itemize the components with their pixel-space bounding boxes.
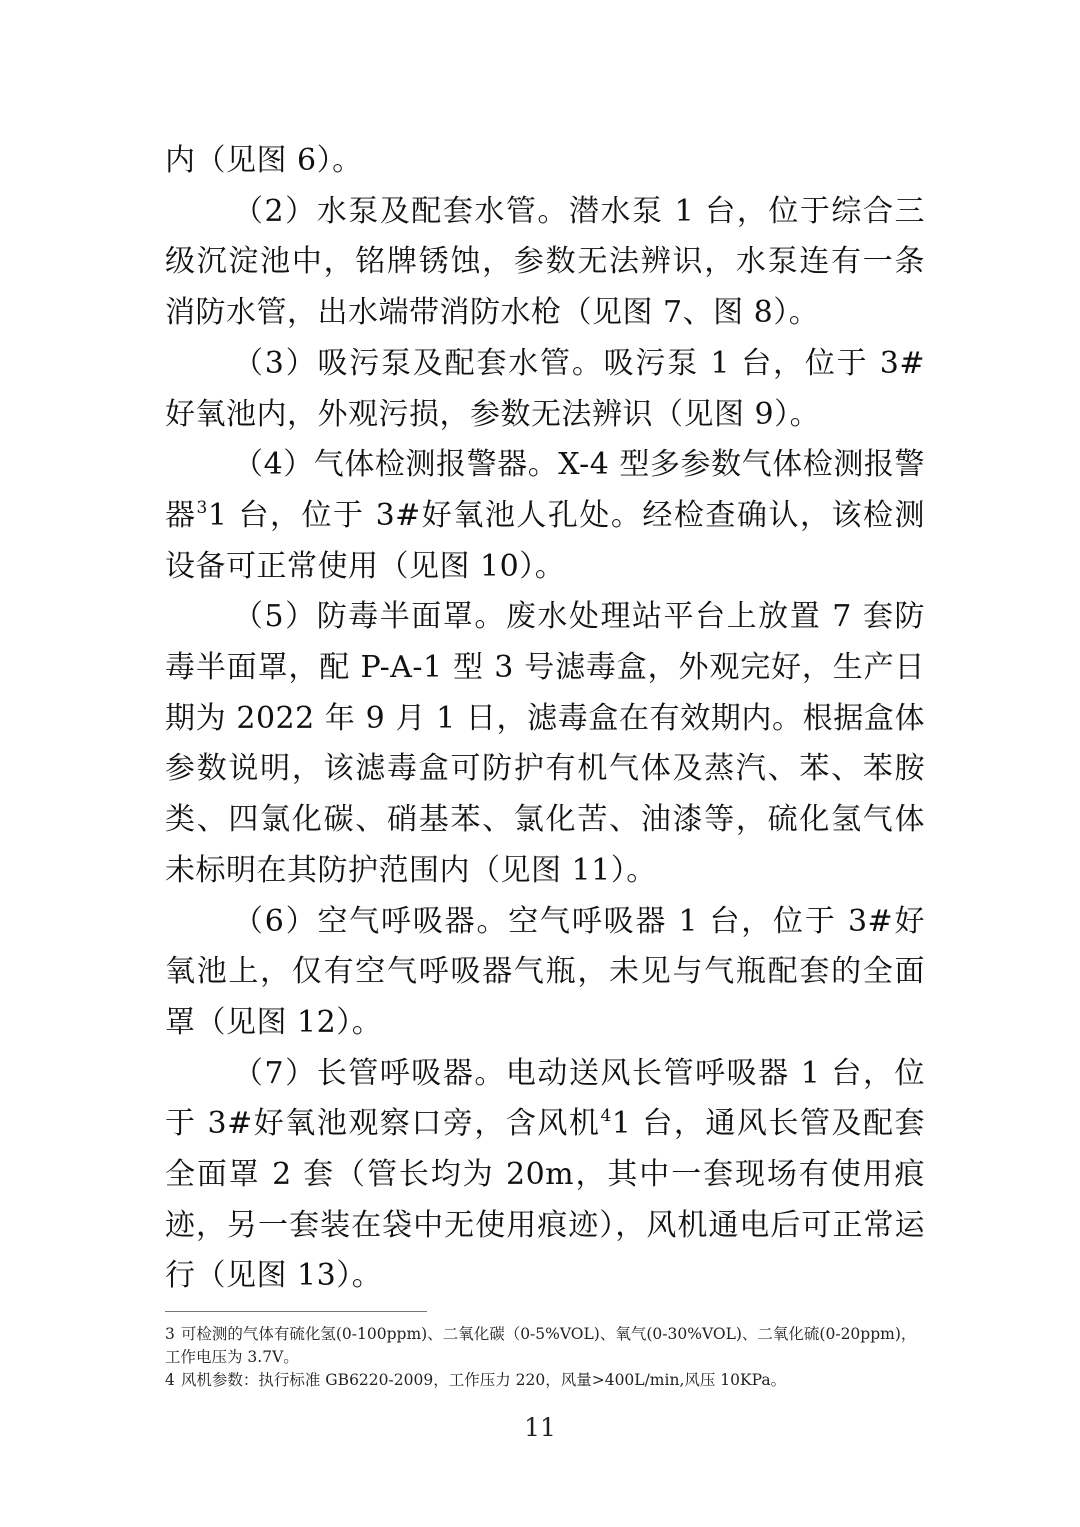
footnote-3 — [165, 1323, 925, 1369]
footnote-number: 4 — [165, 1371, 175, 1389]
footnote-ref-4: 4 — [600, 1106, 612, 1127]
paragraph-continuation — [165, 136, 925, 187]
paragraph-air-respirator — [165, 897, 925, 1049]
paragraph-text: （7）长管呼吸器。电动送风长管呼吸器 1 台，位于 3#好氧池观察口旁，含风机 — [165, 1055, 925, 1142]
paragraph-text: （4）气体检测报警器。X-4 型多参数气体检测报警器 — [165, 447, 925, 533]
body-text — [165, 136, 925, 1302]
paragraph-text: 内（见图 6）。 — [165, 143, 363, 178]
paragraph-text: （3）吸污泵及配套水管。吸污泵 1 台，位于 3#好氧池内，外观污损，参数无法辨识（见图 9）。 — [165, 345, 925, 432]
paragraph-sewage-pump — [165, 339, 925, 440]
paragraph-text: （2）水泵及配套水管。潜水泵 1 台，位于综合三级沉淀池中，铭牌锈蚀，参数无法辨识，水泵连有一条消防水管，出水端带消防水枪（见图 7、图 8）。 — [165, 193, 925, 331]
paragraph-gas-detector — [165, 440, 925, 592]
paragraph-text: （5）防毒半面罩。废水处理站平台上放置 7 套防毒半面罩，配 P-A-1 型 3 号滤毒盒，外观完好，生产日期为 2022 年 9 月 1 日，滤毒盒在有效期内。根据盒体参数说明，该滤毒盒可防护有机气体及蒸汽、苯、苯胺类、四氯化碳、硝基苯、氯化苦、油漆等，硫化氢气体未标明在其防护范围内（见图 11）。 — [165, 599, 925, 888]
footnotes — [165, 1323, 925, 1392]
footnote-number: 3 — [165, 1325, 175, 1343]
paragraph-text: 1 台，位于 3#好氧池人孔处。经检查确认，该检测设备可正常使用（见图 10）。 — [165, 497, 925, 584]
paragraph-water-pump — [165, 187, 925, 339]
paragraph-half-mask — [165, 592, 925, 896]
paragraph-text: 1 台，通风长管及配套全面罩 2 套（管长均为 20m，其中一套现场有使用痕迹，另一套装在袋中无使用痕迹），风机通电后可正常运行（见图 13）。 — [165, 1106, 925, 1294]
footnote-text: 风机参数：执行标准 GB6220-2009，工作压力 220，风量>400L/min,风压 10KPa。 — [180, 1371, 787, 1389]
footnote-4 — [165, 1369, 925, 1392]
footnote-divider — [165, 1311, 427, 1312]
footnote-ref-3: 3 — [196, 497, 208, 518]
page-number: 11 — [524, 1413, 556, 1442]
paragraph-text: （6）空气呼吸器。空气呼吸器 1 台，位于 3#好氧池上，仅有空气呼吸器气瓶，未见与气瓶配套的全面罩（见图 12）。 — [165, 903, 925, 1040]
paragraph-hose-respirator — [165, 1049, 925, 1303]
footnote-text: 可检测的气体有硫化氢(0-100ppm)、二氧化碳（0-5%VOL)、氧气(0-30%VOL)、二氧化硫(0-20ppm)，工作电压为 3.7V。 — [165, 1325, 917, 1366]
